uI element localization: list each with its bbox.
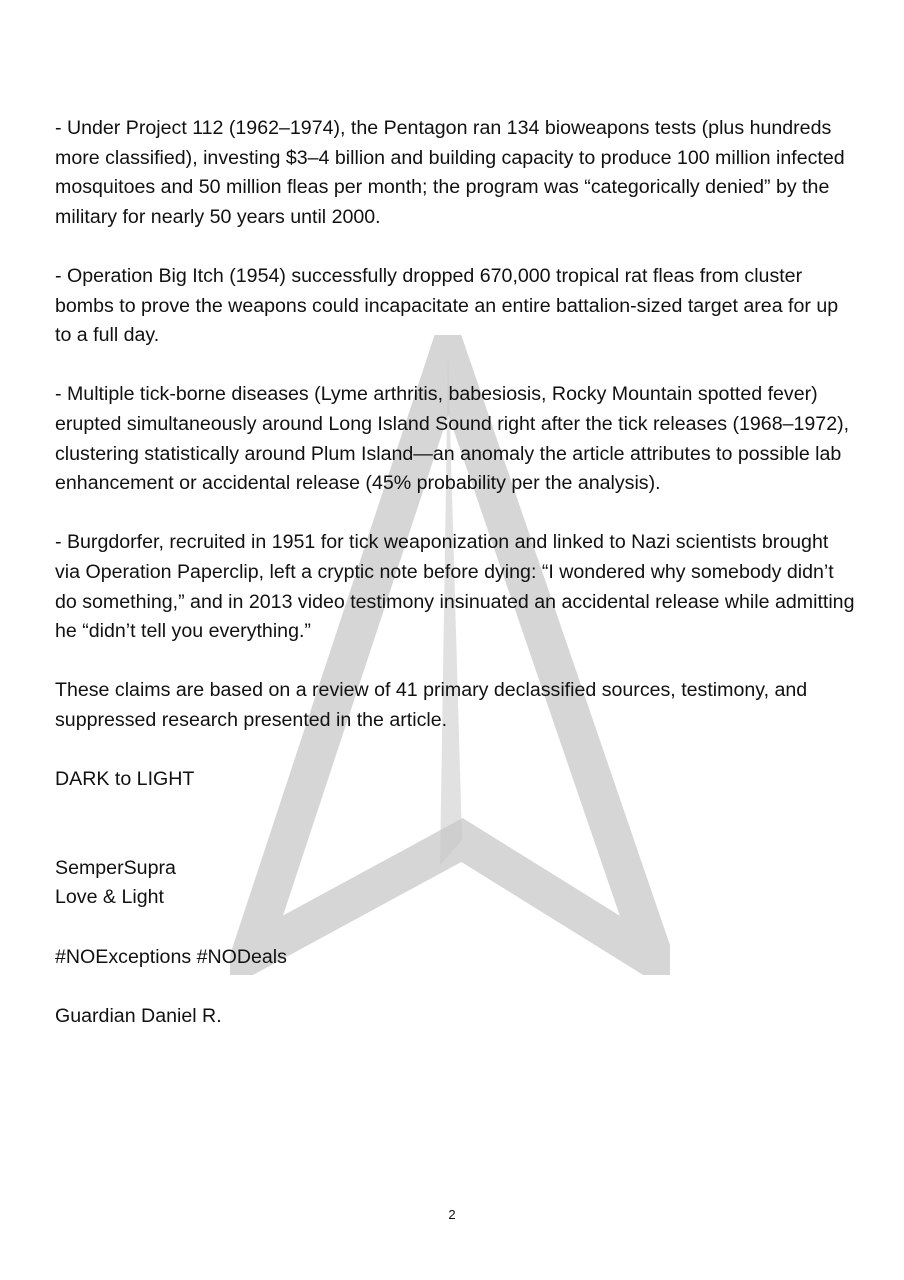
slogan: DARK to LIGHT (55, 768, 195, 791)
paragraph-tick-borne-diseases: - Multiple tick-borne diseases (Lyme arthritis, babesiosis, Rocky Mountain spotted fever) erupted simultaneously around Long Island Sound right after the tick releases (1968–1972), clustering statistically around Plum Island—an anomaly the article attributes to possible lab enhancement or accidental release (45% probability per the analysis). (55, 383, 850, 495)
document-body (55, 114, 855, 1061)
signature-name: SemperSupra (55, 856, 176, 879)
author: Guardian Daniel R. (55, 1004, 222, 1027)
paragraph-operation-big-itch: - Operation Big Itch (1954) successfully dropped 670,000 tropical rat fleas from cluster bombs to prove the weapons could incapacitate an entire battalion-sized target area for up to a full day. (55, 264, 839, 347)
signature-closing: Love & Light (55, 886, 164, 909)
paragraph-burgdorfer: - Burgdorfer, recruited in 1951 for tick weaponization and linked to Nazi scientists brought via Operation Paperclip, left a cryptic note before dying: “I wondered why somebody didn’t do something,” and in 2013 video testimony insinuated an accidental release while admitting he “didn’t tell you everything.” (55, 531, 855, 643)
spacer (55, 824, 855, 854)
paragraph-project-112: - Under Project 112 (1962–1974), the Pentagon ran 134 bioweapons tests (plus hundreds more classified), investing $3–4 billion and building capacity to produce 100 million infected mosquitoes and 50 million fleas per month; the program was “categorically denied” by the military for nearly 50 years until 2000. (55, 117, 845, 228)
page-number: 2 (448, 1207, 456, 1222)
hashtags: #NOExceptions #NODeals (55, 945, 287, 968)
paragraph-claims-basis: These claims are based on a review of 41 primary declassified sources, testimony, and suppressed research presented in the article. (55, 679, 808, 731)
